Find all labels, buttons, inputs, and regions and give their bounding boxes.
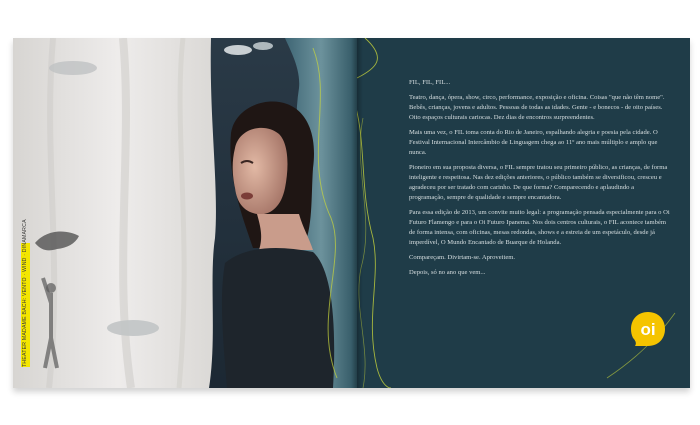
photo-credit: THEATER MADAME BACH: VENTO · WIND · DINAMARCA — [22, 219, 28, 367]
oi-logo — [629, 310, 667, 348]
paragraph: FIL, FIL, FIL... — [409, 79, 451, 86]
brochure-spread — [13, 38, 690, 388]
theater-photo — [13, 38, 357, 388]
text-page — [357, 38, 690, 388]
photo-page — [13, 38, 357, 388]
paragraph: Pioneiro em sua proposta diversa, o FIL sempre tratou seu primeiro público, as crianças, de forma inteligente e respeitosa. Nas dez edições anteriores, o público também se diversificou, cresceu e agradeceu por ser tratado com carinho. De que forma? Comparecendo e aplaudindo a programação, sempre de qualidade e sempre encantadora. — [409, 164, 668, 201]
paragraph: Teatro, dança, ópera, show, circo, performance, exposição e oficina. Coisas "que não têm nome". Bebês, crianças, jovens e adultos. Pessoas de todas as idades. Gente - e bonecos - de oito países. Oito espaços culturais cariocas. Dez dias de encontros surpreendentes. — [409, 94, 665, 121]
paragraph: Mais uma vez, o FIL toma conta do Rio de Janeiro, espalhando alegria e poesia pela cidade. O Festival Internacional Intercâmbio de Linguagem chega ao 11º ano mais múltiplo e amplo que nunca. — [409, 129, 658, 156]
spine-shadow — [351, 38, 363, 388]
intro-text — [409, 78, 671, 283]
oi-logo-text: oi — [640, 320, 656, 339]
paragraph: Depois, só no ano que vem... — [409, 269, 486, 276]
paragraph: Compareçam. Divirtam-se. Aproveitem. — [409, 254, 516, 261]
paragraph: Para essa edição de 2013, um convite muito legal: a programação pensada especialmente para o Oi Futuro Flamengo e para o Oi Futuro Ipanema. Nos dois centros culturais, o FIL acontece também de forma intensa, com oficinas, mesas redondas, shows e a estreia de um espetáculo, desde já imperdível, O Mundo Encantado de Buarque de Holanda. — [409, 209, 670, 246]
